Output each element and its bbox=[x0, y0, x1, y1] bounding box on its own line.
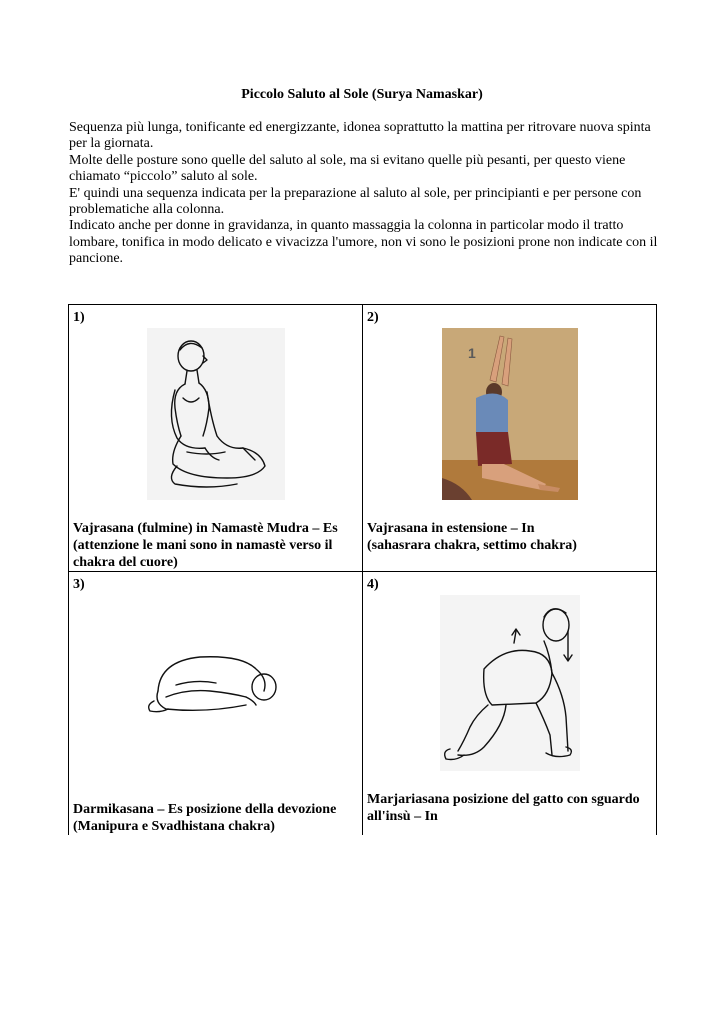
pose-number: 4) bbox=[367, 577, 379, 592]
caption-line: Vajrasana (fulmine) in Namastè Mudra – Es bbox=[73, 521, 338, 536]
pose-caption bbox=[73, 801, 358, 835]
caption-line: Vajrasana in estensione – In bbox=[367, 521, 535, 536]
poses-table bbox=[68, 304, 657, 835]
intro-text bbox=[69, 120, 669, 268]
caption-line: Marjariasana posizione del gatto con sguardo bbox=[367, 792, 640, 807]
intro-paragraph: E' quindi una sequenza indicata per la preparazione al saluto al sole, per principianti e per persone con problematiche alla colonna. bbox=[69, 185, 642, 218]
pose-caption bbox=[367, 791, 652, 825]
caption-line: chakra del cuore) bbox=[73, 555, 178, 570]
intro-paragraph: Sequenza più lunga, tonificante ed energizzante, idonea soprattutto la mattina per ritrovare nuova spinta per la giornata. bbox=[69, 120, 651, 152]
pose-number: 3) bbox=[73, 577, 85, 592]
caption-line: all'insù – In bbox=[367, 809, 438, 824]
pose-number: 2) bbox=[367, 310, 379, 325]
cat-pose-illustration bbox=[440, 595, 580, 771]
child-pose-illustration bbox=[146, 639, 286, 719]
kneeling-man-photo bbox=[442, 328, 578, 500]
pose-number: 1) bbox=[73, 310, 85, 325]
pose-caption bbox=[367, 520, 652, 554]
intro-paragraph: Indicato anche per donne in gravidanza, in quanto massaggia la colonna in particolar modo il tratto lombare, tonifica in modo delicato e vivacizza l'umore, non vi sono le posizioni prone non indicate con il pancione. bbox=[69, 218, 658, 267]
caption-line: Darmikasana – Es posizione della devozione bbox=[73, 802, 337, 817]
pose-cell-4 bbox=[363, 572, 657, 836]
caption-line: (sahasrara chakra, settimo chakra) bbox=[367, 538, 577, 553]
page-title: Piccolo Saluto al Sole (Surya Namaskar) bbox=[241, 87, 483, 102]
seated-woman-illustration bbox=[147, 328, 285, 500]
caption-line: (Manipura e Svadhistana chakra) bbox=[73, 819, 275, 834]
caption-line: (attenzione le mani sono in namastè verso il bbox=[73, 538, 333, 553]
intro-paragraph: Molte delle posture sono quelle del saluto al sole, ma si evitano quelle più pesanti, per questo viene chiamato “piccolo” saluto al sole. bbox=[69, 152, 626, 185]
pose-cell-3 bbox=[69, 572, 363, 836]
pose-cell-1 bbox=[69, 305, 363, 572]
pose-caption bbox=[73, 520, 358, 571]
photo-label: 1 bbox=[467, 345, 476, 361]
pose-cell-2 bbox=[363, 305, 657, 572]
